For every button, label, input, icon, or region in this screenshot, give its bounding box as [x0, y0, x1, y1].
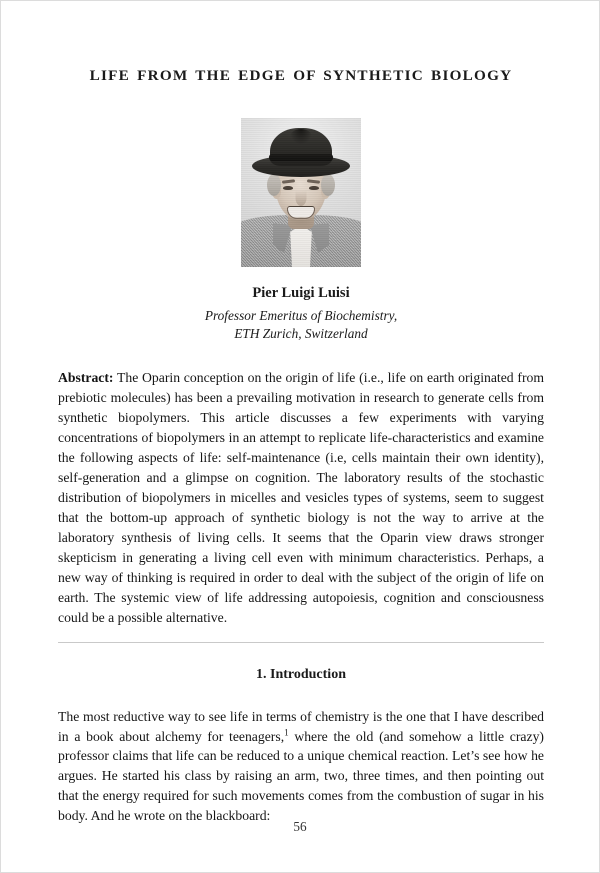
author-affiliation-line-1: Professor Emeritus of Biochemistry, [204, 307, 398, 323]
abstract-text: The Oparin conception on the origin of life (i.e., life on earth originated from prebiotic molecules) has been a prevailing motivation in research to generate cells from synthetic biopolymers. This article discusses a few experiments with varying concentrations of biopolymers in an attempt to replicate life-characteristics and examine the following aspects of life: self-maintenance (i.e, cells maintain their own identity), self-generation and a glimpse on cognition. The laboratory results of the stochastic distribution of biopolymers in micelles and vesicles types of systems, seem to suggest that the bottom-up approach of synthetic biology is not the way to arrive at the laboratory synthesis of living cells. It seems that the Oparin view draws stronger skepticism in generating a living cell even with minimum characteristics. Perhaps, a new way of thinking is required in order to deal with the subject of the origin of life on earth. The systemic view of life addressing autopoiesis, cognition and consciousness could be a possible alternative. [58, 370, 544, 625]
abstract-paragraph [58, 342, 544, 627]
author-portrait-photo [241, 118, 361, 267]
page-number-folio: 56 [293, 819, 307, 834]
portrait-hat-dent [290, 129, 312, 144]
portrait-eye-right [309, 186, 319, 190]
body-paragraph [58, 683, 544, 827]
section-heading-introduction: 1. Introduction [256, 666, 346, 682]
body-text-part-1: The most reductive way to see life in terms of chemistry is the one that I have described in a book about alchemy for teenagers, [58, 708, 544, 744]
page-title: LIFE FROM THE EDGE OF SYNTHETIC BIOLOGY [89, 67, 513, 84]
author-name: Pier Luigi Luisi [252, 285, 350, 302]
page-content-column [58, 1, 544, 826]
portrait-nose [296, 190, 307, 206]
body-text-part-2: where the old (and somehow a little crazy) professor claims that life can be reduced to a unique chemical reaction. Let’s see how he argues. He started his class by raising an arm, two, three times, and then pointing out that the energy required for such movements comes from the combustion of sugar in his body. And he wrote on the blackboard: [58, 728, 544, 824]
portrait-eye-left [283, 186, 293, 190]
portrait-container [58, 118, 544, 267]
footnote-reference-marker[interactable]: 1 [284, 726, 289, 737]
portrait-chin [286, 217, 316, 227]
portrait-hat-band [269, 154, 333, 161]
author-affiliation-line-2: ETH Zurich, Switzerland [234, 325, 368, 341]
abstract-label: Abstract: [58, 370, 114, 386]
